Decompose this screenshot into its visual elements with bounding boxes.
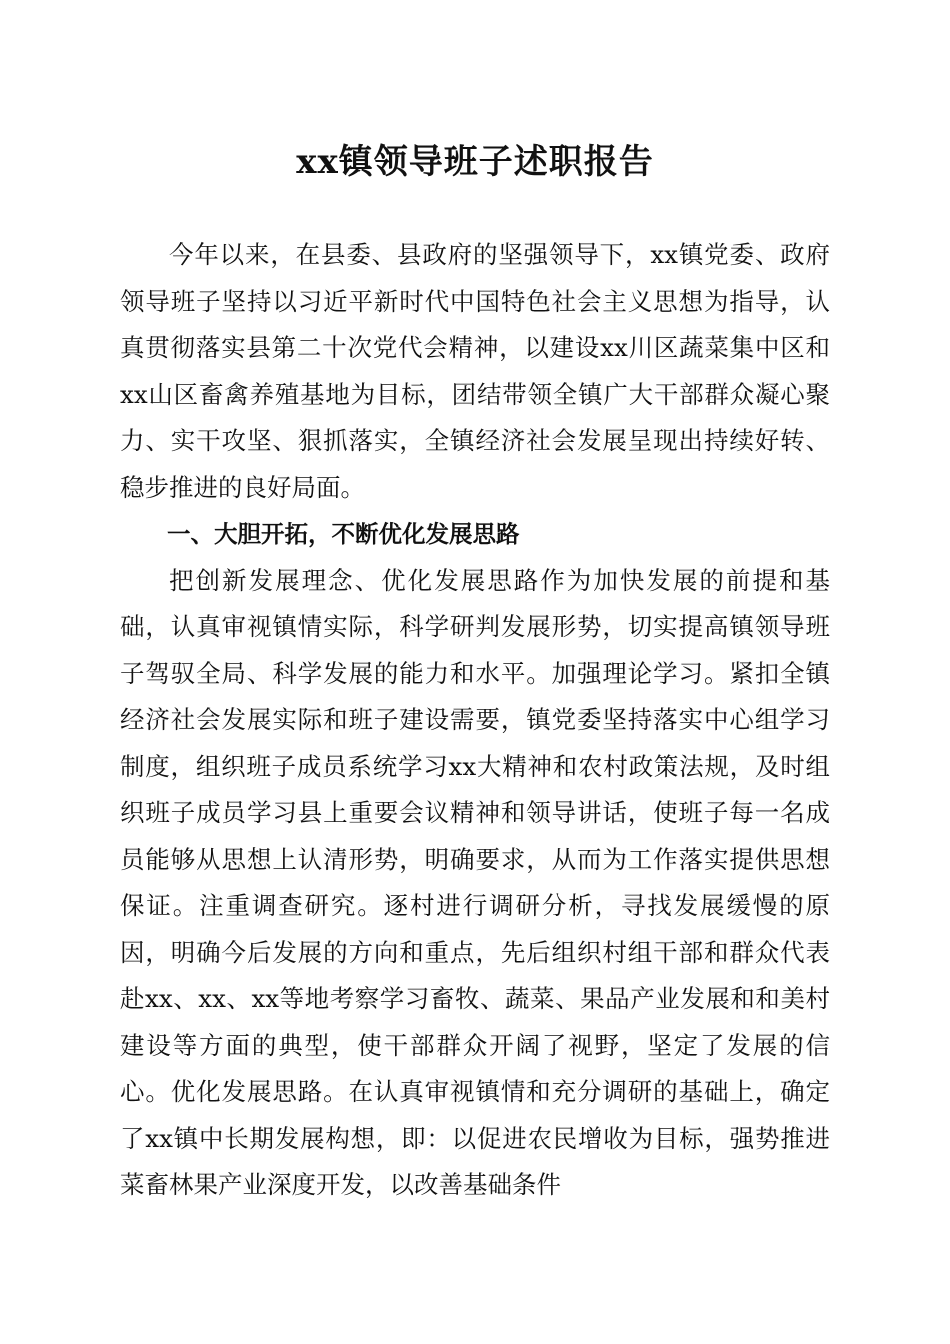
document-body (120, 232, 830, 1209)
section-heading: 一、大胆开拓，不断优化发展思路 (167, 520, 520, 548)
intro-paragraph: 今年以来，在县委、县政府的坚强领导下，xx镇党委、政府领导班子坚持以习近平新时代中国特色社会主义思想为指导，认真贯彻落实县第二十次党代会精神，以建设xx川区蔬菜集中区和xx山区畜禽养殖基地为目标，团结带领全镇广大干部群众凝心聚力、实干攻坚、狠抓落实，全镇经济社会发展呈现出持续好转、稳步推进的良好局面。 (120, 240, 830, 502)
section-paragraph: 把创新发展理念、优化发展思路作为加快发展的前提和基础，认真审视镇情实际，科学研判发展形势，切实提高镇领导班子驾驭全局、科学发展的能力和水平。加强理论学习。紧扣全镇经济社会发展实际和班子建设需要，镇党委坚持落实中心组学习制度，组织班子成员系统学习xx大精神和农村政策法规，及时组织班子成员学习县上重要会议精神和领导讲话，使班子每一名成员能够从思想上认清形势，明确要求，从而为工作落实提供思想保证。注重调查研究。逐村进行调研分析，寻找发展缓慢的原因，明确今后发展的方向和重点，先后组织村组干部和群众代表赴xx、xx、xx等地考察学习畜牧、蔬菜、果品产业发展和和美村建设等方面的典型，使干部群众开阔了视野，坚定了发展的信心。优化发展思路。在认真审视镇情和充分调研的基础上，确定了xx镇中长期发展构想，即：以促进农民增收为目标，强势推进菜畜林果产业深度开发，以改善基础条件 (120, 565, 830, 1199)
document-title: xx镇领导班子述职报告 (296, 142, 654, 182)
